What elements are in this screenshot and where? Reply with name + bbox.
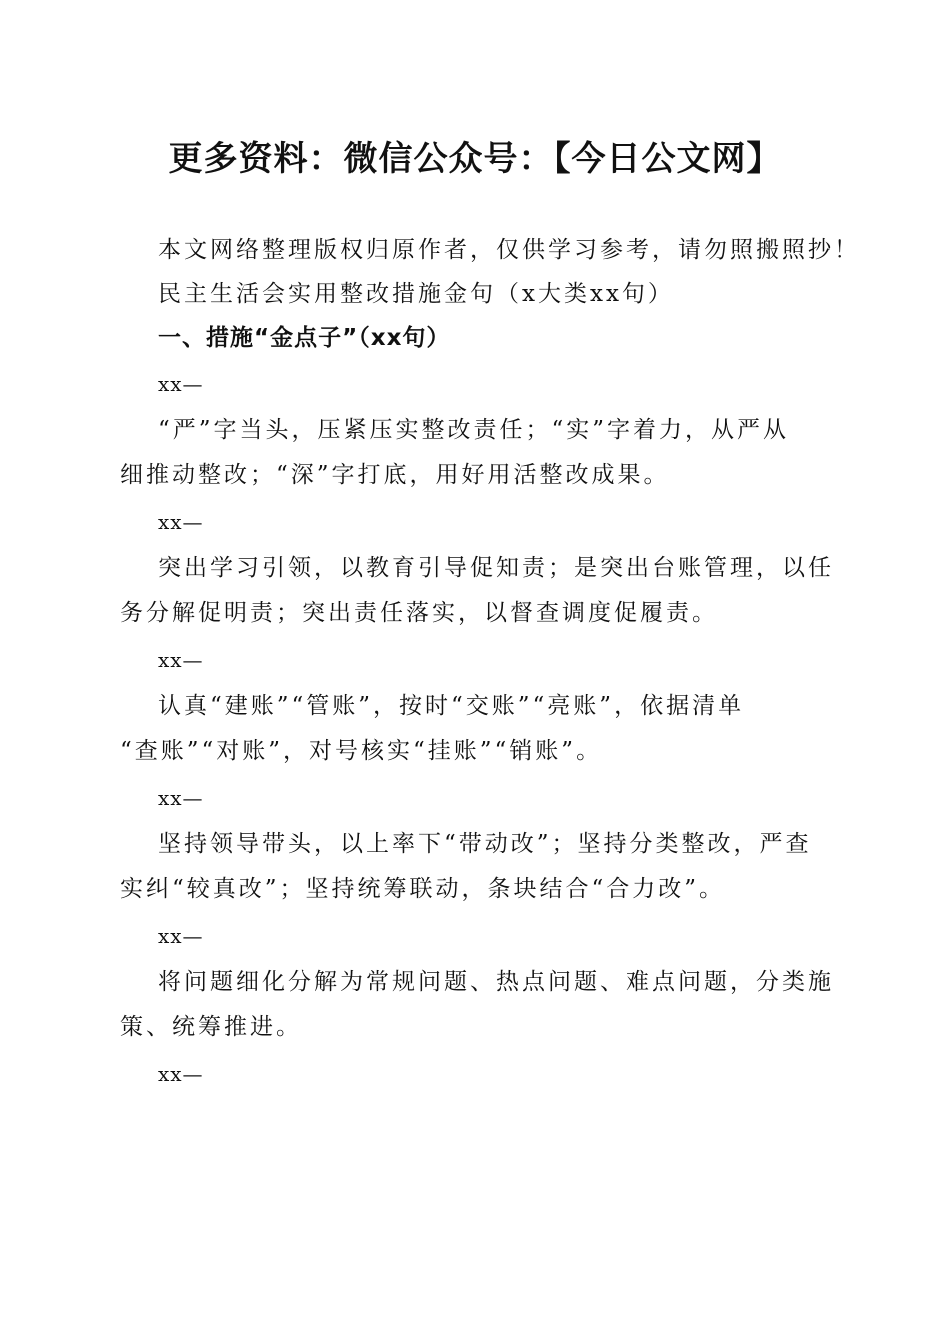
paragraph-line: 认真“建账”“管账”，按时“交账”“亮账”，依据清单 [158,693,745,719]
paragraph [120,408,825,498]
item-marker: xx— [158,924,204,948]
paragraph-line: “查账”“对账”，对号核实“挂账”“销账”。 [120,738,603,764]
paragraph [120,546,834,636]
item-marker: xx— [158,786,204,810]
paragraph-line: “严”字当头，压紧压实整改责任；“实”字着力，从严从 [158,417,790,443]
document-subtitle: 民主生活会实用整改措施金句（x大类xx句） [158,281,674,307]
paragraph-line: 实纠“较真改”；坚持统筹联动，条块结合“合力改”。 [120,876,726,902]
paragraph-line: 坚持领导带头，以上率下“带动改”；坚持分类整改，严查 [158,831,812,857]
paragraph-line: 细推动整改；“深”字打底，用好用活整改成果。 [120,462,670,488]
paragraph [120,822,825,912]
section-heading: 一、措施“金点子”（xx句） [158,325,451,351]
item-marker: xx— [158,510,204,534]
paragraph-line: 务分解促明责；突出责任落实，以督查调度促履责。 [120,600,718,626]
item-marker: xx— [158,648,204,672]
item-marker: xx— [158,1062,204,1086]
paragraph-line: 策、统筹推进。 [120,1014,302,1040]
paragraph-line: 将问题细化分解为常规问题、热点问题、难点问题，分类施 [158,969,834,995]
item-marker: xx— [158,372,204,396]
paragraph [120,960,834,1050]
paragraph [120,684,825,774]
document-body [120,228,860,1096]
page-title: 更多资料：微信公众号：【今日公文网】 [168,139,782,179]
copyright-notice: 本文网络整理版权归原作者，仅供学习参考，请勿照搬照抄！ [158,237,860,263]
paragraph-line: 突出学习引领，以教育引导促知责；是突出台账管理，以任 [158,555,834,581]
